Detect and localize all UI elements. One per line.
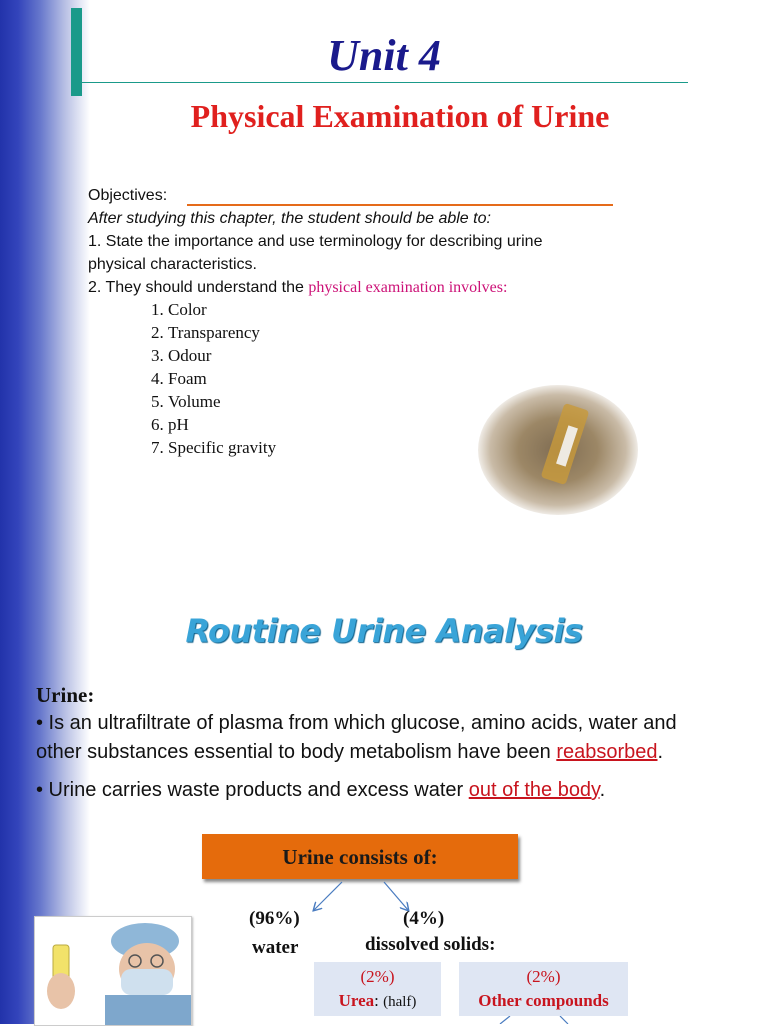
consists-label: Urine consists of:: [282, 845, 438, 869]
bullet-1-line-1: • Is an ultrafiltrate of plasma from which glucose, amino acids, water and: [36, 712, 677, 734]
objective-2-prefix: 2. They should understand the: [88, 279, 309, 296]
bullet-1-period: .: [657, 741, 664, 763]
urea-note: (half): [383, 994, 417, 1010]
reabsorbed-link[interactable]: reabsorbed: [556, 741, 658, 763]
arrow-to-water: [314, 882, 342, 910]
urea-line: Urea: (half): [338, 991, 417, 1010]
page-subtitle: Physical Examination of Urine: [190, 98, 610, 134]
list-item: 5. Volume: [168, 390, 276, 413]
out-of-body-link[interactable]: out of the body: [468, 779, 600, 801]
doctor-photo: [34, 916, 192, 1026]
list-item: 4. Foam: [168, 367, 276, 390]
list-item: 1. Color: [168, 298, 276, 321]
other-label: Other compounds: [478, 991, 609, 1010]
objectives-intro: After studying this chapter, the student should be able to:: [88, 210, 491, 227]
urine-label: Urine:: [36, 683, 95, 707]
other-percent: (2%): [526, 967, 561, 986]
objectives-label: Objectives:: [88, 187, 168, 204]
objective-1-line-2: physical characteristics.: [88, 256, 257, 273]
list-item: 7. Specific gravity: [168, 436, 276, 459]
solids-percent: (4%): [403, 908, 445, 929]
water-label: water: [252, 937, 299, 958]
objective-1-line-1: 1. State the importance and use terminology for describing urine: [88, 233, 543, 250]
arrow-from-other-left: [500, 1016, 510, 1024]
bullet-2-text: • Urine carries waste products and excess water: [36, 779, 469, 801]
objective-2-highlight: physical examination involves:: [308, 279, 508, 296]
section-heading: Routine Urine Analysis: [185, 612, 583, 650]
bullet-1-line-2-text: other substances essential to body metabolism have been: [36, 741, 557, 763]
unit-title: Unit 4: [327, 31, 441, 80]
bullet-2-period: .: [599, 779, 606, 801]
solids-label: dissolved solids:: [365, 934, 496, 955]
list-item: 6. pH: [168, 413, 276, 436]
list-item: 2. Transparency: [168, 321, 276, 344]
list-item: 3. Odour: [168, 344, 276, 367]
arrow-to-solids: [384, 882, 408, 910]
urea-label: Urea: [338, 991, 375, 1010]
urea-percent: (2%): [360, 967, 395, 986]
water-percent: (96%): [249, 908, 300, 929]
arrow-from-other-right: [560, 1016, 568, 1024]
